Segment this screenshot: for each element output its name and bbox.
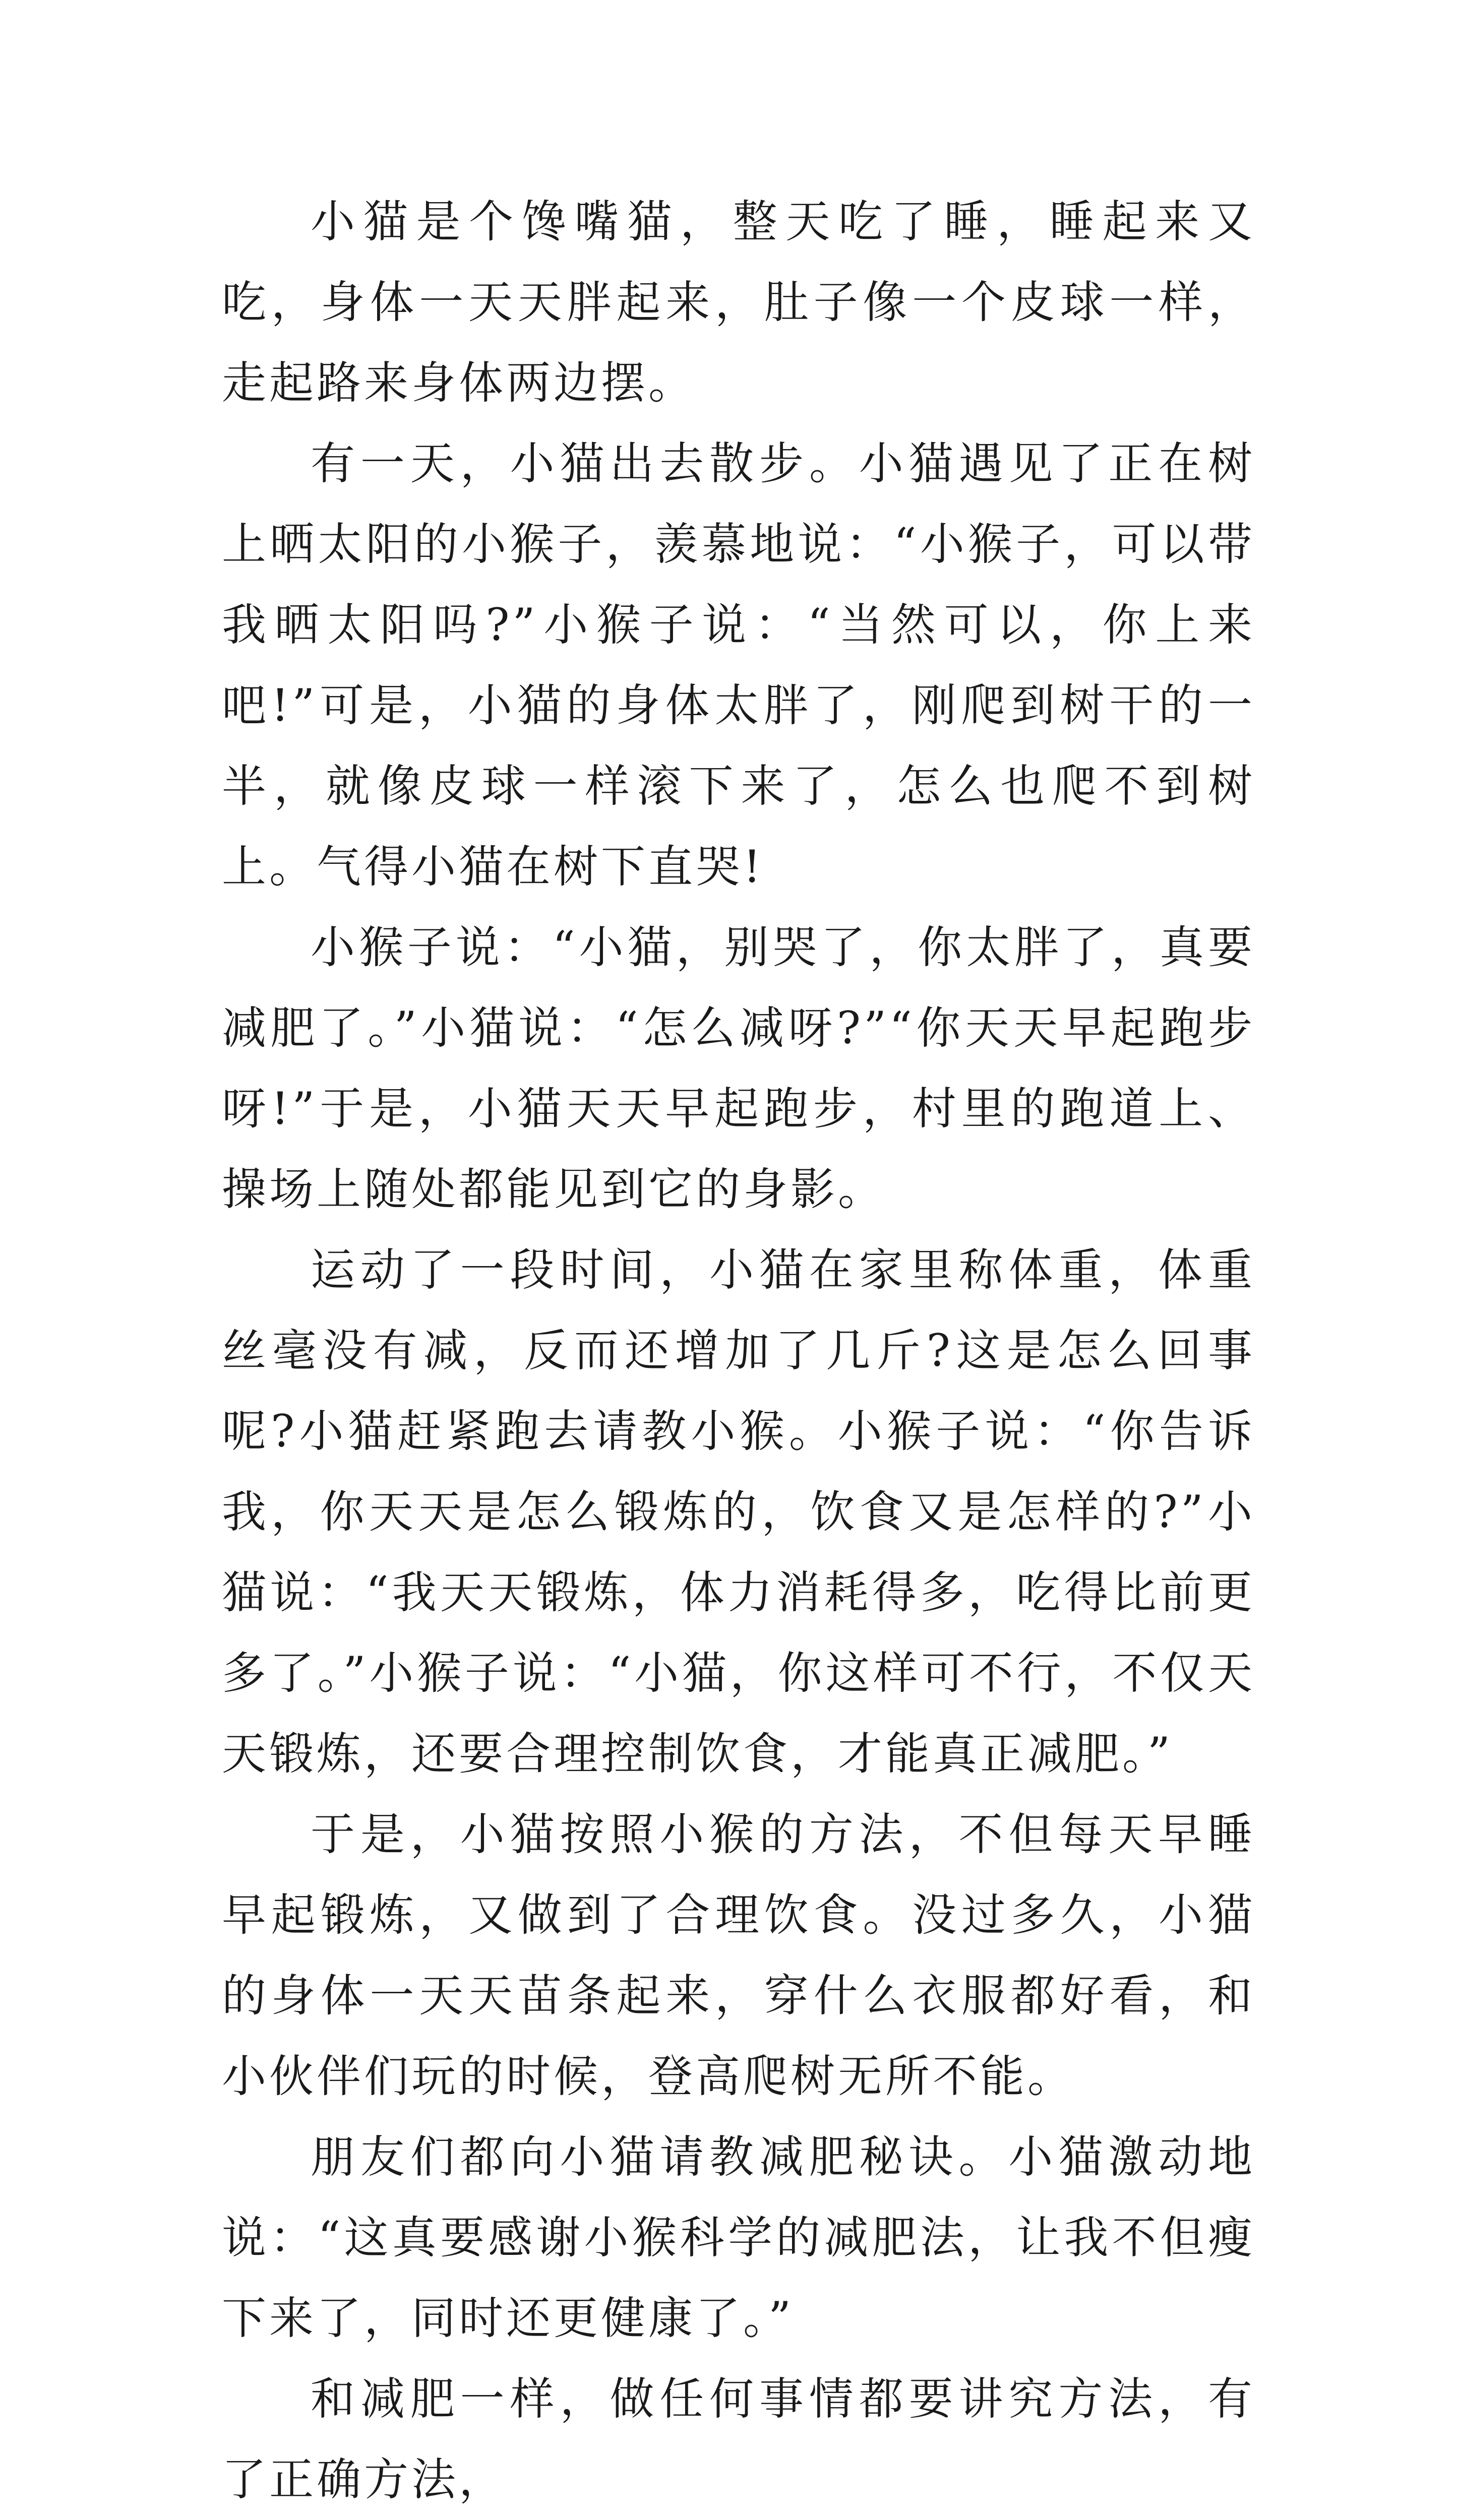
paragraph-7: 和减肥一样，做任何事情都要讲究方法，有了正确方法， xyxy=(222,2373,1255,2505)
paragraph-4: 运动了一段时间，小猫在家里称体重，体重丝毫没有减，反而还增加了几斤?这是怎么回事呢?小猫赶紧跑去请教小猴。小猴子说：“你告诉我，你天天是怎么锻炼的，饮食又是怎样的?”小猫说：“我天天锻炼，体力消耗得多，吃得比前更多了。”小猴子说：“小猫，你这样可不行，不仅天天锻炼，还要合理控制饮食，才能真正减肥。” xyxy=(222,1244,1255,1780)
paragraph-3: 小猴子说：“小猫，别哭了，你太胖了，真要减肥了。”小猫说：“怎么减呀?”“你天天早起跑步呀!”于是，小猫天天早起跑步，村里的跑道上、操场上随处都能见到它的身影。 xyxy=(222,921,1255,1215)
document-body xyxy=(222,181,1255,2520)
paragraph-2: 有一天，小猫出去散步。小猫遇见了正在树上晒太阳的小猴子，羡慕地说：“小猴子，可以带我晒太阳吗?”小猴子说：“当然可以，你上来吧!”可是，小猫的身体太胖了，刚爬到树干的一半，就像皮球一样滚下来了，怎么也爬不到树上。气得小猫在树下直哭! xyxy=(222,437,1255,893)
paragraph-1: 小猫是个馋嘴猫，整天吃了睡，睡起来又吃，身体一天天胖起来，肚子像一个皮球一样，走起路来身体两边摆。 xyxy=(222,196,1255,409)
paragraph-6: 朋友们都向小猫请教减肥秘诀。小猫激动地说：“这真要感谢小猴科学的减肥法，让我不但瘦下来了，同时还更健康了。” xyxy=(222,2131,1255,2344)
paragraph-5: 于是，小猫按照小猴的方法，不但每天早睡早起锻炼，又做到了合理饮食。没过多久，小猫的身体一天天苗条起来，穿什么衣服都好看，和小伙伴们玩的时候，登高爬树无所不能。 xyxy=(222,1808,1255,2102)
